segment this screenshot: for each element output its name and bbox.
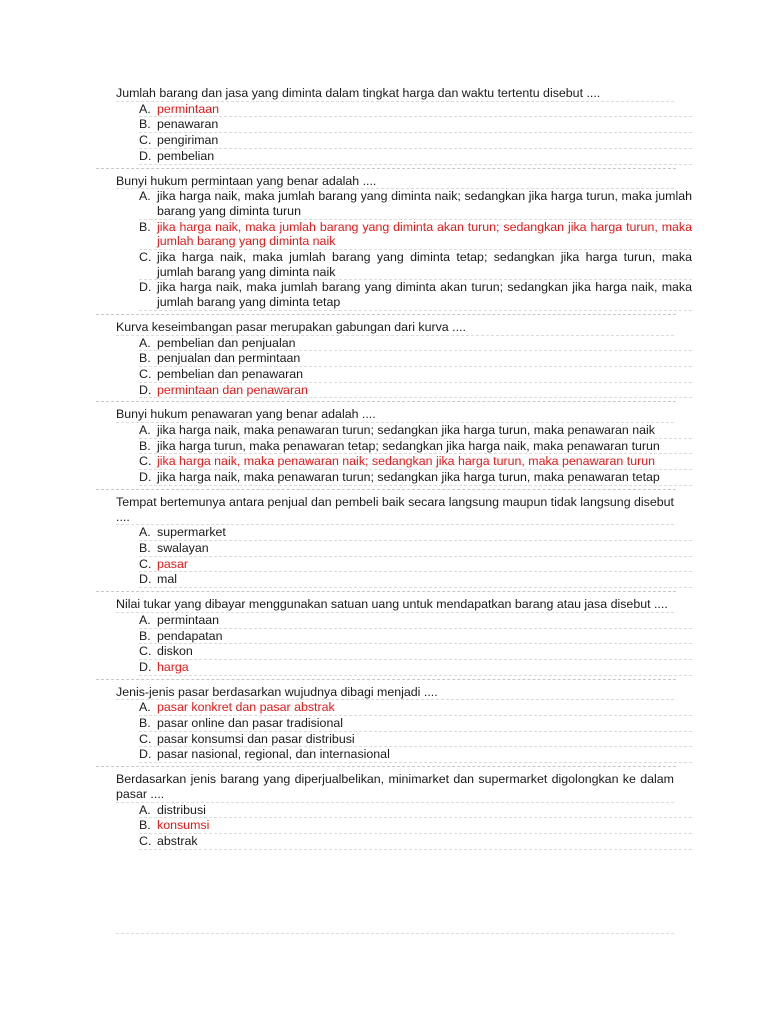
answer-option-correct [139, 454, 692, 470]
option-letter: B. [139, 540, 151, 555]
option-text: jika harga naik, maka jumlah barang yang diminta akan turun; sedangkan jika harga naik, maka jumlah barang yang diminta tetap [157, 280, 692, 310]
answer-option [139, 470, 692, 486]
option-letter: B. [139, 219, 151, 234]
option-text: diskon [157, 644, 193, 659]
question-block [0, 320, 768, 399]
answer-option [139, 716, 692, 732]
option-letter: D. [139, 747, 152, 762]
option-letter: D. [139, 382, 152, 397]
question-divider [96, 314, 676, 315]
answer-option [139, 541, 692, 557]
option-text: jika harga naik, maka penawaran turun; sedangkan jika harga turun, maka penawaran naik [157, 423, 655, 438]
answer-option [139, 250, 692, 280]
option-text: pembelian [157, 148, 215, 163]
option-text: pengiriman [157, 133, 219, 148]
option-letter: D. [139, 572, 152, 587]
answer-option [139, 189, 692, 219]
option-text: swalayan [157, 540, 209, 555]
option-text: pasar nasional, regional, dan internasional [157, 747, 390, 762]
bottom-divider [116, 933, 674, 934]
question-block [0, 86, 768, 165]
option-letter: A. [139, 335, 151, 350]
option-letter: C. [139, 250, 152, 265]
question-divider [96, 168, 676, 169]
question-block [0, 597, 768, 676]
option-letter: B. [139, 628, 151, 643]
question-divider [96, 489, 676, 490]
question-block [0, 772, 768, 850]
question-text: Nilai tukar yang dibayar menggunakan satuan uang untuk mendapatkan barang atau jasa disebut .... [116, 597, 674, 613]
option-letter: B. [139, 716, 151, 731]
option-text: pasar konkret dan pasar abstrak [157, 700, 335, 715]
option-letter: A. [139, 423, 151, 438]
answer-option [139, 629, 692, 645]
option-letter: C. [139, 366, 152, 381]
option-text: pasar konsumsi dan pasar distribusi [157, 731, 355, 746]
option-text: konsumsi [157, 818, 210, 833]
option-letter: A. [139, 525, 151, 540]
answer-option [139, 133, 692, 149]
answer-option [139, 423, 692, 439]
answer-option [139, 439, 692, 455]
answer-option-correct [139, 383, 692, 399]
answer-option-correct [139, 818, 692, 834]
option-text: pendapatan [157, 628, 223, 643]
answer-option-correct [139, 557, 692, 573]
question-block [0, 685, 768, 764]
answer-option [139, 149, 692, 165]
option-text: penawaran [157, 117, 219, 132]
answer-option [139, 280, 692, 310]
option-letter: A. [139, 802, 151, 817]
option-letter: B. [139, 117, 151, 132]
option-letter: B. [139, 818, 151, 833]
option-letter: B. [139, 351, 151, 366]
option-text: pasar [157, 556, 188, 571]
option-text: pembelian dan penjualan [157, 335, 296, 350]
question-text: Jumlah barang dan jasa yang diminta dalam tingkat harga dan waktu tertentu disebut .... [116, 86, 674, 102]
option-letter: D. [139, 470, 152, 485]
option-text: permintaan dan penawaran [157, 382, 308, 397]
answer-option-correct [139, 102, 692, 118]
option-text: supermarket [157, 525, 226, 540]
option-letter: B. [139, 438, 151, 453]
option-text: jika harga naik, maka penawaran turun; sedangkan jika harga turun, maka penawaran tetap [157, 470, 660, 485]
question-text: Bunyi hukum permintaan yang benar adalah .... [116, 174, 674, 190]
option-text: permintaan [157, 612, 219, 627]
question-divider [96, 401, 676, 402]
answer-option [139, 613, 692, 629]
question-text: Berdasarkan jenis barang yang diperjualbelikan, minimarket dan supermarket digolongkan ke dalam pasar .... [116, 772, 674, 801]
option-text: jika harga turun, maka penawaran tetap; sedangkan jika harga naik, maka penawaran turun [157, 438, 660, 453]
question-text: Bunyi hukum penawaran yang benar adalah .... [116, 407, 674, 423]
option-letter: C. [139, 731, 152, 746]
option-letter: A. [139, 612, 151, 627]
question-text: Jenis-jenis pasar berdasarkan wujudnya dibagi menjadi .... [116, 685, 674, 701]
question-divider [96, 591, 676, 592]
option-text: permintaan [157, 101, 219, 116]
option-letter: C. [139, 556, 152, 571]
question-block [0, 407, 768, 486]
option-text: pembelian dan penawaran [157, 366, 304, 381]
answer-option [139, 747, 692, 763]
option-letter: D. [139, 280, 152, 295]
answer-option [139, 351, 692, 367]
question-text: Tempat bertemunya antara penjual dan pembeli baik secara langsung maupun tidak langsung disebut .... [116, 494, 674, 524]
option-letter: C. [139, 133, 152, 148]
option-letter: C. [139, 833, 152, 848]
option-text: penjualan dan permintaan [157, 351, 301, 366]
answer-option [139, 367, 692, 383]
answer-option [139, 803, 692, 819]
question-block [0, 174, 768, 311]
option-text: mal [157, 572, 177, 587]
question-block [0, 495, 768, 588]
option-letter: D. [139, 659, 152, 674]
answer-option [139, 336, 692, 352]
option-text: abstrak [157, 833, 198, 848]
answer-option [139, 572, 692, 588]
answer-option-correct [139, 660, 692, 676]
option-letter: A. [139, 189, 151, 204]
answer-option-correct [139, 700, 692, 716]
option-letter: A. [139, 101, 151, 116]
option-text: jika harga naik, maka jumlah barang yang diminta tetap; sedangkan jika harga turun, maka jumlah barang yang diminta naik [157, 250, 692, 279]
question-divider [96, 679, 676, 680]
question-text: Kurva keseimbangan pasar merupakan gabungan dari kurva .... [116, 320, 674, 336]
option-text: pasar online dan pasar tradisional [157, 716, 343, 731]
option-text: distribusi [157, 802, 206, 817]
option-letter: A. [139, 700, 151, 715]
option-text: jika harga naik, maka penawaran naik; sedangkan jika harga turun, maka penawaran turun [157, 454, 655, 469]
quiz-document [0, 86, 768, 859]
answer-option [139, 644, 692, 660]
option-letter: C. [139, 454, 152, 469]
option-letter: C. [139, 644, 152, 659]
question-divider [96, 766, 676, 767]
option-text: harga [157, 659, 189, 674]
answer-option [139, 732, 692, 748]
answer-option [139, 834, 692, 850]
option-text: jika harga naik, maka jumlah barang yang diminta akan turun; sedangkan jika harga turun, maka jumlah barang yang diminta naik [157, 219, 692, 249]
answer-option [139, 117, 692, 133]
answer-option-correct [139, 220, 692, 250]
option-letter: D. [139, 148, 152, 163]
option-text: jika harga naik, maka jumlah barang yang diminta naik; sedangkan jika harga turun, maka jumlah barang yang diminta turun [157, 189, 692, 218]
answer-option [139, 525, 692, 541]
